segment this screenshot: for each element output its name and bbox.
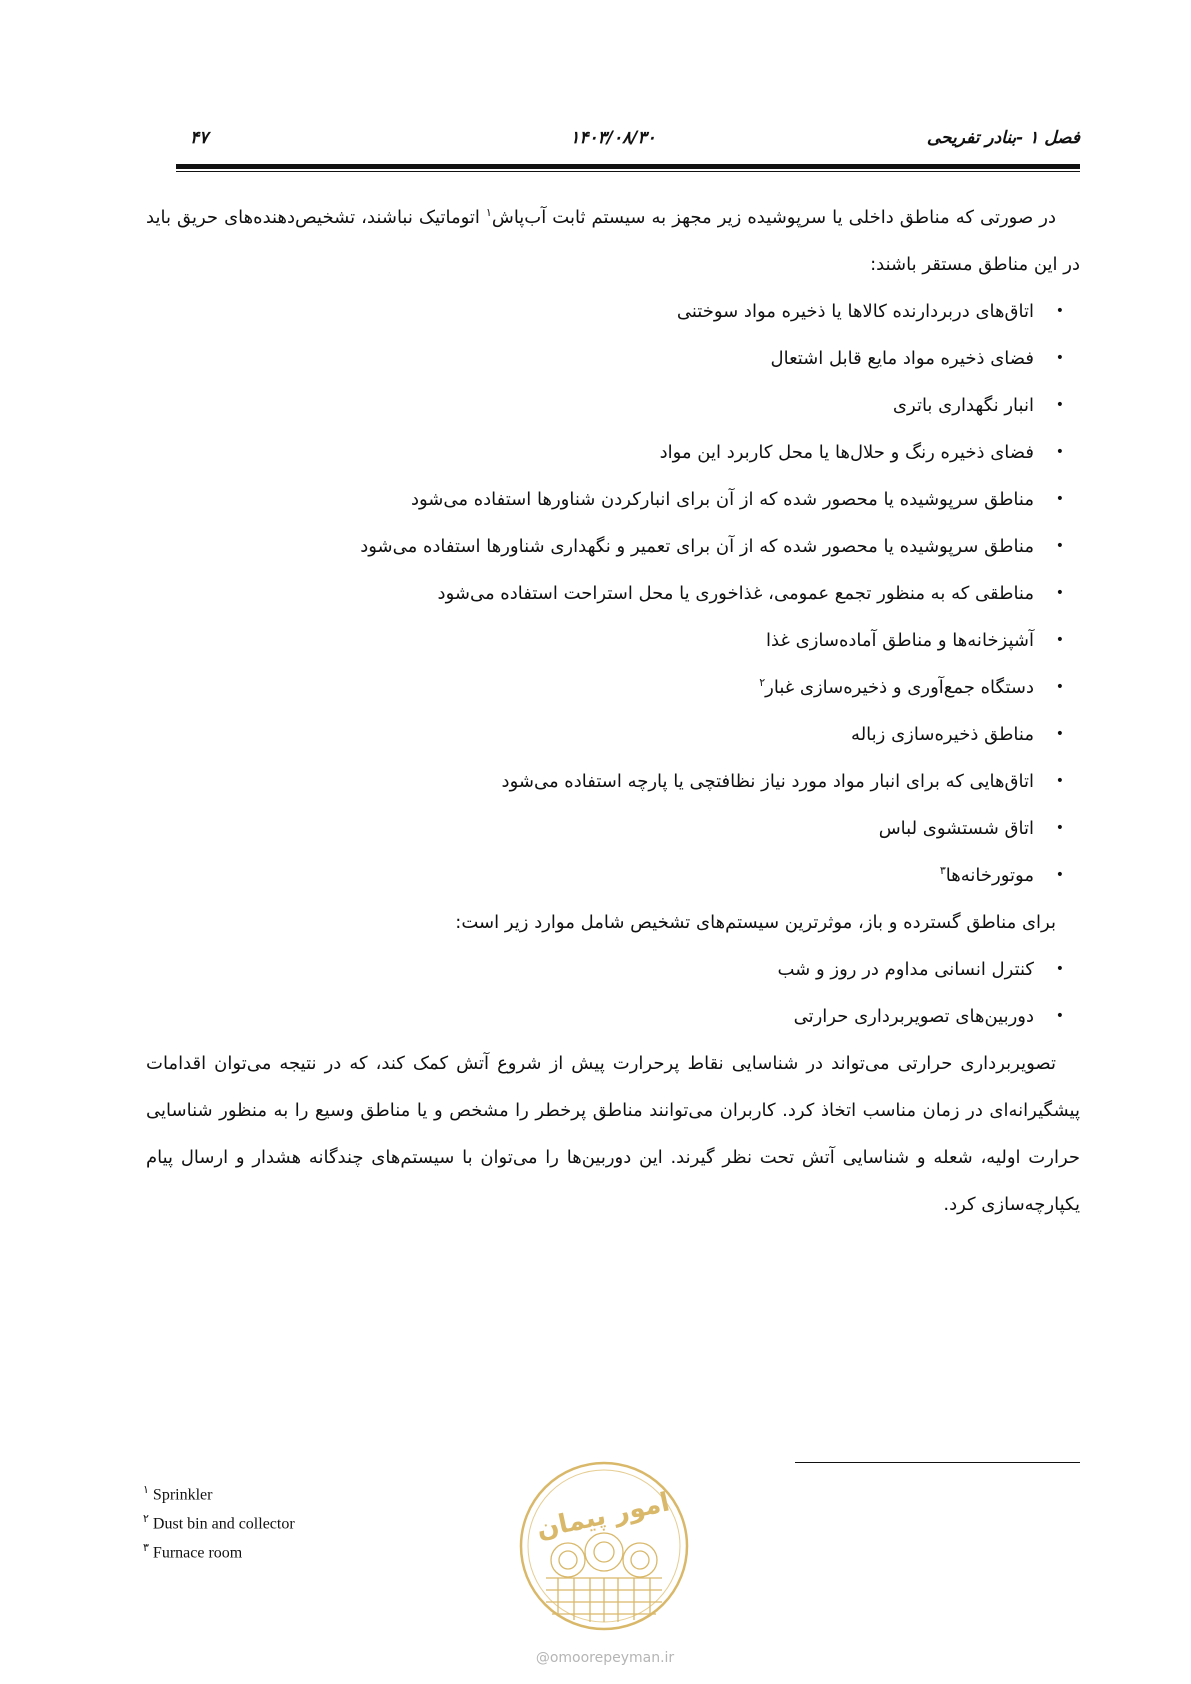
footnote-item: $^۱$ Sprinkler xyxy=(143,1484,213,1504)
bullet-icon: • xyxy=(1055,303,1064,319)
svg-text:امور پیمان: امور پیمان xyxy=(533,1487,673,1545)
bullet-icon: • xyxy=(1055,1008,1064,1024)
list-item: • فضای ذخیره مواد مایع قابل اشتعال xyxy=(146,335,1034,382)
footnotes xyxy=(143,1476,295,1563)
open-area-detection-list xyxy=(146,946,1080,1040)
bullet-icon: • xyxy=(1055,350,1064,366)
list-item: • اتاق‌هایی که برای انبار مواد مورد نیاز نظافتچی یا پارچه استفاده می‌شود xyxy=(146,758,1034,805)
bullet-icon: • xyxy=(1055,961,1064,977)
intro-paragraph: در صورتی که مناطق داخلی یا سرپوشیده زیر مجهز به سیستم ثابت آب‌پاش$^۱$ اتوماتیک نباشند، تشخیص‌دهنده‌های حریق باید در این مناطق مستقر باشند: xyxy=(146,206,1080,275)
page-header xyxy=(146,128,1080,154)
bullet-icon: • xyxy=(1055,491,1064,507)
main-content xyxy=(146,194,1080,1228)
footnote-item: $^۳$ Furnace room xyxy=(143,1542,243,1562)
list-item: • مناطقی که به منظور تجمع عمومی، غذاخوری یا محل استراحت استفاده می‌شود xyxy=(146,570,1034,617)
list-item: • موتورخانه‌ها$^۳$ xyxy=(146,852,1034,899)
header-rule-thick xyxy=(176,164,1080,169)
bullet-icon: • xyxy=(1055,538,1064,554)
list-item: • انبار نگهداری باتری xyxy=(146,382,1034,429)
bullet-icon: • xyxy=(1055,773,1064,789)
thermal-imaging-paragraph: تصویربرداری حرارتی می‌تواند در شناسایی نقاط پرحرارت پیش از شروع آتش کمک کند، که در نتیجه می‌توان اقدامات پیشگیرانه‌ای در زمان مناسب اتخاذ کرد. کاربران می‌توانند مناطق پرخطر را مشخص و یا مناطق وسیع را به منظور شناسایی حرارت اولیه، شعله و شناسایی آتش تحت نظر گیرند. این دوربین‌ها را می‌توان با سیستم‌های چندگانه هشدار و ارسال پیام یکپارچه‌سازی کرد. xyxy=(146,1053,1080,1215)
list-item: • دستگاه جمع‌آوری و ذخیره‌سازی غبار$^۲$ xyxy=(146,664,1034,711)
page-number: ۴۷ xyxy=(190,128,209,148)
list-item: • اتاق‌های دربردارنده کالاها یا ذخیره مواد سوختنی xyxy=(146,288,1034,335)
bullet-icon: • xyxy=(1055,585,1064,601)
footnote-ref-1: ۱ xyxy=(485,206,492,219)
list-item: • دوربین‌های تصویربرداری حرارتی xyxy=(146,993,1034,1040)
footnote-ref-2: ۲ xyxy=(759,676,766,689)
list-item: • آشپزخانه‌ها و مناطق آماده‌سازی غذا xyxy=(146,617,1034,664)
bullet-icon: • xyxy=(1055,397,1064,413)
bullet-icon: • xyxy=(1055,867,1064,883)
fire-detector-locations-list xyxy=(146,288,1080,899)
footnote-separator xyxy=(795,1462,1080,1463)
footnote-ref-3: ۳ xyxy=(939,864,946,877)
bullet-icon: • xyxy=(1055,726,1064,742)
bullet-icon: • xyxy=(1055,820,1064,836)
bullet-icon: • xyxy=(1055,679,1064,695)
list-item: • فضای ذخیره رنگ و حلال‌ها یا محل کاربرد این مواد xyxy=(146,429,1034,476)
list-item: • مناطق سرپوشیده یا محصور شده که از آن برای تعمیر و نگهداری شناورها استفاده می‌شود xyxy=(146,523,1034,570)
header-date: ۱۴۰۳/۰۸/۳۰ xyxy=(570,128,656,148)
header-rule-thin xyxy=(176,171,1080,172)
list-item: • مناطق سرپوشیده یا محصور شده که از آن برای انبارکردن شناورها استفاده می‌شود xyxy=(146,476,1034,523)
open-areas-paragraph: برای مناطق گسترده و باز، موثرترین سیستم‌های تشخیص شامل موارد زیر است: xyxy=(455,912,1056,933)
list-item: • مناطق ذخیره‌سازی زباله xyxy=(146,711,1034,758)
list-item: • کنترل انسانی مداوم در روز و شب xyxy=(146,946,1034,993)
footnote-item: $^۲$ Dust bin and collector xyxy=(143,1513,295,1533)
chapter-title: فصل ۱ -بنادر تفریحی xyxy=(926,128,1080,148)
list-item: • اتاق شستشوی لباس xyxy=(146,805,1034,852)
bullet-icon: • xyxy=(1055,632,1064,648)
omoorepeyman-seal-icon xyxy=(518,1460,690,1632)
bullet-icon: • xyxy=(1055,444,1064,460)
watermark-text: @omoorepeyman.ir xyxy=(535,1650,675,1666)
